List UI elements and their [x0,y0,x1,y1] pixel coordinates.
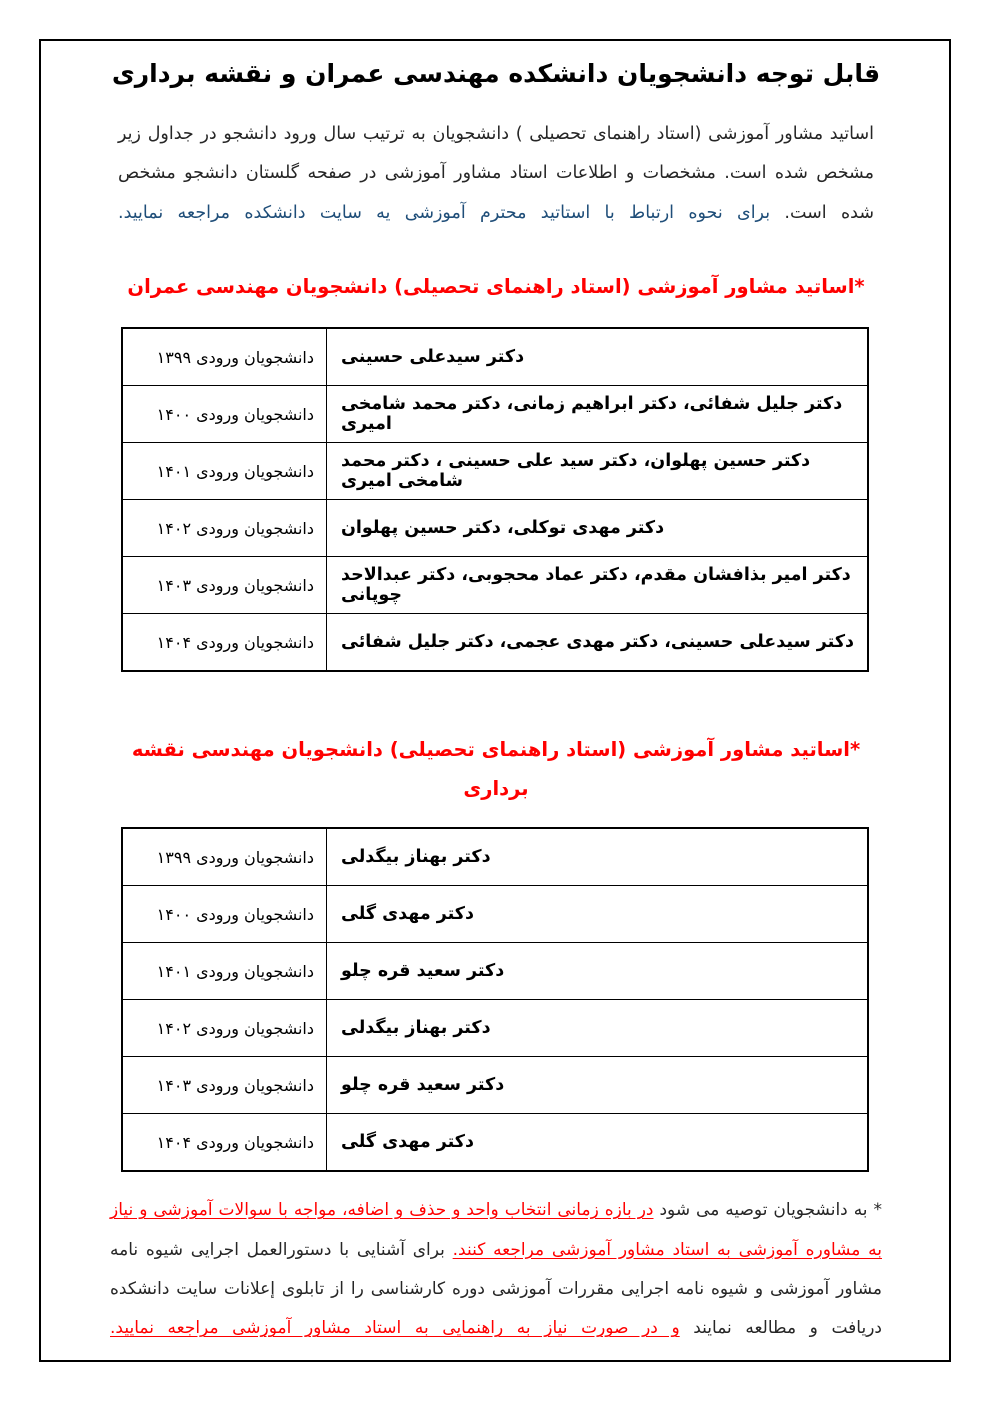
cell-year: دانشجویان ورودی ۱۴۰۰ [122,386,327,443]
cell-year: دانشجویان ورودی ۱۳۹۹ [122,328,327,386]
adviser-table-civil [121,327,869,672]
cell-advisers: دکتر بهناز بیگدلی [327,828,869,886]
footer-run-2-highlight: در بازه زمانی انتخاب واحد و حذف و اضافه، مواجه با سوالات آموزشی و نیاز به مشاوره آموزشی به استاد مشاور آموزشی مراجعه کنند. [110,1200,882,1260]
cell-advisers: دکتر سعید قره چلو [327,943,869,1000]
footer-run-3: برای آشنایی با دستورالعمل اجرایی شیوه نامه مشاور آموزشی و شیوه نامه اجرایی مقررات آموزشی دوره کارشناسی را از تابلوی إعلانات سایت دانشکده دریافت و مطالعه نمایند [110,1239,882,1339]
cell-year: دانشجویان ورودی ۱۴۰۲ [122,500,327,557]
footer-run-1: * به دانشجویان توصیه می شود [653,1200,882,1221]
cell-advisers: دکتر مهدی گلی [327,1114,869,1172]
table-wrapper-surveying [0,808,992,1172]
cell-year: دانشجویان ورودی ۱۴۰۱ [122,943,327,1000]
cell-year: دانشجویان ورودی ۱۳۹۹ [122,828,327,886]
section-heading-civil: *اساتید مشاور آموزشی (استاد راهنمای تحصیلی) دانشجویان مهندسی عمران [127,275,865,299]
cell-year: دانشجویان ورودی ۱۴۰۳ [122,557,327,614]
cell-advisers: دکتر سیدعلی حسینی، دکتر مهدی عجمی، دکتر جلیل شفائی [327,614,869,672]
cell-year: دانشجویان ورودی ۱۴۰۳ [122,1057,327,1114]
table-wrapper-civil [0,306,992,672]
table-row [122,886,868,943]
section-heading-surveying: *اساتید مشاور آموزشی (استاد راهنمای تحصیلی) دانشجویان مهندسی نقشه برداری [131,738,861,801]
table-row [122,1000,868,1057]
page-title: قابل توجه دانشجویان دانشکده مهندسی عمران و نقشه برداری [111,59,881,88]
cell-year: دانشجویان ورودی ۱۴۰۴ [122,614,327,672]
cell-advisers: دکتر سیدعلی حسینی [327,328,869,386]
intro-text-blue: برای نحوه ارتباط با استاتید محترم آموزشی یه سایت دانشکده مراجعه نمایید. [118,203,771,224]
table-row [122,557,868,614]
cell-advisers: دکتر مهدی توکلی، دکتر حسین پهلوان [327,500,869,557]
table-row [122,443,868,500]
intro-text-black: اساتید مشاور آموزشی (استاد راهنمای تحصیلی ) دانشجویان به ترتیب سال ورود دانشجو در جداول زیر مشخص شده است. مشخصات و اطلاعات استاد مشاور آموزشی در صفحه گلستان دانشجو مشخص شده است. [118,123,874,224]
table-row [122,386,868,443]
cell-advisers: دکتر امیر بذافشان مقدم، دکتر عماد محجوبی، دکتر عبدالاحد چوپانی [327,557,869,614]
footer-run-4-highlight: و در صورت نیاز به راهنمایی به استاد مشاور آموزشی مراجعه نمایید. [110,1318,680,1339]
cell-year: دانشجویان ورودی ۱۴۰۴ [122,1114,327,1172]
adviser-table-surveying [121,827,869,1172]
table-row [122,614,868,672]
table-row [122,328,868,386]
cell-advisers: دکتر بهناز بیگدلی [327,1000,869,1057]
cell-advisers: دکتر سعید قره چلو [327,1057,869,1114]
footer-note [0,1172,992,1349]
cell-advisers: دکتر مهدی گلی [327,886,869,943]
table-row [122,1057,868,1114]
table-row [122,828,868,886]
cell-year: دانشجویان ورودی ۱۴۰۱ [122,443,327,500]
table-row [122,1114,868,1172]
cell-advisers: دکتر جلیل شفائی، دکتر ابراهیم زمانی، دکتر محمد شامخی امیری [327,386,869,443]
intro-paragraph [0,93,992,235]
cell-year: دانشجویان ورودی ۱۴۰۲ [122,1000,327,1057]
table-row [122,943,868,1000]
cell-advisers: دکتر حسین پهلوان، دکتر سید علی حسینی ، دکتر محمد شامخی امیری [327,443,869,500]
table-row [122,500,868,557]
cell-year: دانشجویان ورودی ۱۴۰۰ [122,886,327,943]
